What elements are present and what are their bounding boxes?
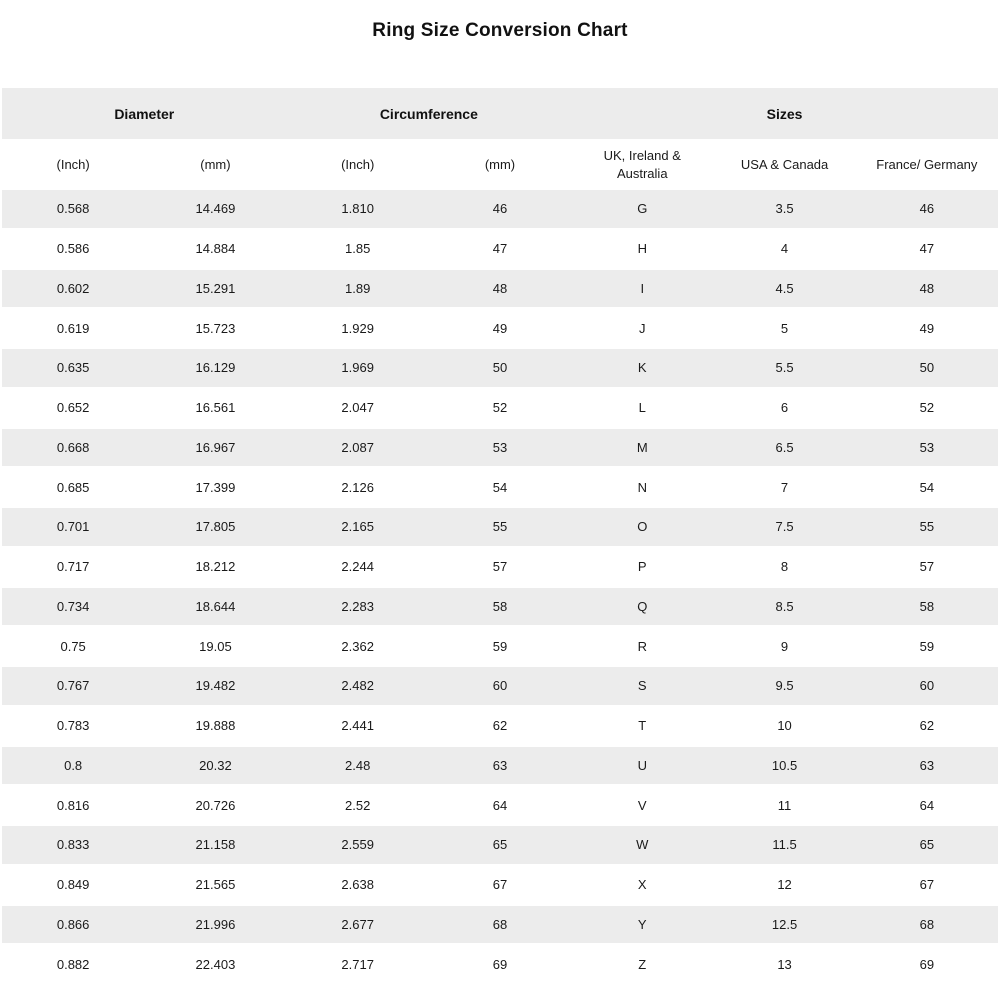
table-cell: 0.866 bbox=[2, 906, 144, 946]
table-row bbox=[2, 945, 998, 985]
column-header-usa-canada: USA & Canada bbox=[713, 139, 855, 190]
table-cell: 57 bbox=[429, 548, 571, 588]
table-cell: 17.805 bbox=[144, 508, 286, 548]
table-cell: 20.32 bbox=[144, 747, 286, 787]
table-cell: 5 bbox=[713, 309, 855, 349]
table-cell: O bbox=[571, 508, 713, 548]
table-row bbox=[2, 270, 998, 310]
table-cell: 19.888 bbox=[144, 707, 286, 747]
group-header-sizes: Sizes bbox=[571, 88, 998, 139]
table-cell: 7 bbox=[713, 468, 855, 508]
table-cell: 1.810 bbox=[287, 190, 429, 230]
table-cell: 0.8 bbox=[2, 747, 144, 787]
table-row bbox=[2, 667, 998, 707]
table-cell: P bbox=[571, 548, 713, 588]
column-header-circumference-mm: (mm) bbox=[429, 139, 571, 190]
table-cell: H bbox=[571, 230, 713, 270]
table-row bbox=[2, 389, 998, 429]
table-cell: 16.129 bbox=[144, 349, 286, 389]
table-cell: 14.469 bbox=[144, 190, 286, 230]
table-row bbox=[2, 627, 998, 667]
table-header bbox=[2, 88, 998, 190]
table-cell: 4.5 bbox=[713, 270, 855, 310]
table-cell: 52 bbox=[429, 389, 571, 429]
table-cell: 50 bbox=[429, 349, 571, 389]
table-cell: V bbox=[571, 786, 713, 826]
table-cell: 14.884 bbox=[144, 230, 286, 270]
table-cell: 5.5 bbox=[713, 349, 855, 389]
table-cell: 0.668 bbox=[2, 429, 144, 469]
table-cell: 1.969 bbox=[287, 349, 429, 389]
table-cell: 49 bbox=[856, 309, 998, 349]
table-row bbox=[2, 588, 998, 628]
table-cell: 58 bbox=[429, 588, 571, 628]
table-cell: 68 bbox=[429, 906, 571, 946]
table-cell: 11 bbox=[713, 786, 855, 826]
table-cell: 2.482 bbox=[287, 667, 429, 707]
table-cell: 11.5 bbox=[713, 826, 855, 866]
table-cell: 0.635 bbox=[2, 349, 144, 389]
table-cell: 64 bbox=[856, 786, 998, 826]
table-cell: 62 bbox=[856, 707, 998, 747]
table-cell: 65 bbox=[856, 826, 998, 866]
table-cell: 67 bbox=[856, 866, 998, 906]
table-row bbox=[2, 309, 998, 349]
table-cell: 0.685 bbox=[2, 468, 144, 508]
table-body bbox=[2, 190, 998, 985]
table-cell: 2.441 bbox=[287, 707, 429, 747]
table-cell: 69 bbox=[856, 945, 998, 985]
table-cell: W bbox=[571, 826, 713, 866]
table-cell: 19.482 bbox=[144, 667, 286, 707]
table-cell: N bbox=[571, 468, 713, 508]
table-cell: L bbox=[571, 389, 713, 429]
table-cell: 0.619 bbox=[2, 309, 144, 349]
table-cell: 0.816 bbox=[2, 786, 144, 826]
group-header-diameter: Diameter bbox=[2, 88, 287, 139]
table-cell: 59 bbox=[856, 627, 998, 667]
page-title: Ring Size Conversion Chart bbox=[372, 20, 628, 41]
table-cell: 2.52 bbox=[287, 786, 429, 826]
table-cell: 2.283 bbox=[287, 588, 429, 628]
table-cell: 6 bbox=[713, 389, 855, 429]
table-cell: 54 bbox=[856, 468, 998, 508]
table-cell: 0.849 bbox=[2, 866, 144, 906]
table-cell: 18.212 bbox=[144, 548, 286, 588]
table-cell: Y bbox=[571, 906, 713, 946]
table-cell: 2.126 bbox=[287, 468, 429, 508]
table-cell: 21.996 bbox=[144, 906, 286, 946]
table-cell: 17.399 bbox=[144, 468, 286, 508]
table-row bbox=[2, 230, 998, 270]
column-header-diameter-inch: (Inch) bbox=[2, 139, 144, 190]
table-cell: Q bbox=[571, 588, 713, 628]
table-cell: 20.726 bbox=[144, 786, 286, 826]
table-cell: 63 bbox=[856, 747, 998, 787]
table-cell: 53 bbox=[856, 429, 998, 469]
table-cell: 2.165 bbox=[287, 508, 429, 548]
table-cell: 0.717 bbox=[2, 548, 144, 588]
table-cell: 16.561 bbox=[144, 389, 286, 429]
table-cell: 2.244 bbox=[287, 548, 429, 588]
table-cell: 2.362 bbox=[287, 627, 429, 667]
table-cell: 58 bbox=[856, 588, 998, 628]
table-cell: 15.723 bbox=[144, 309, 286, 349]
table-cell: 54 bbox=[429, 468, 571, 508]
table-cell: 21.565 bbox=[144, 866, 286, 906]
table-cell: 2.717 bbox=[287, 945, 429, 985]
group-header-row bbox=[2, 88, 998, 139]
table-row bbox=[2, 548, 998, 588]
table-cell: 62 bbox=[429, 707, 571, 747]
table-cell: 13 bbox=[713, 945, 855, 985]
table-cell: 2.677 bbox=[287, 906, 429, 946]
table-cell: U bbox=[571, 747, 713, 787]
table-cell: 9 bbox=[713, 627, 855, 667]
table-cell: 60 bbox=[856, 667, 998, 707]
table-cell: 64 bbox=[429, 786, 571, 826]
table-row bbox=[2, 747, 998, 787]
table-cell: 47 bbox=[429, 230, 571, 270]
table-row bbox=[2, 707, 998, 747]
table-cell: 0.882 bbox=[2, 945, 144, 985]
table-cell: 19.05 bbox=[144, 627, 286, 667]
table-cell: 2.559 bbox=[287, 826, 429, 866]
table-cell: 47 bbox=[856, 230, 998, 270]
table-cell: 2.047 bbox=[287, 389, 429, 429]
table-row bbox=[2, 349, 998, 389]
table-row bbox=[2, 190, 998, 230]
table-cell: 0.586 bbox=[2, 230, 144, 270]
table-cell: G bbox=[571, 190, 713, 230]
table-cell: 65 bbox=[429, 826, 571, 866]
table-cell: 15.291 bbox=[144, 270, 286, 310]
table-cell: 68 bbox=[856, 906, 998, 946]
table-cell: 67 bbox=[429, 866, 571, 906]
table-cell: S bbox=[571, 667, 713, 707]
table-row bbox=[2, 468, 998, 508]
table-cell: 53 bbox=[429, 429, 571, 469]
table-row bbox=[2, 508, 998, 548]
table-cell: 2.087 bbox=[287, 429, 429, 469]
table-cell: J bbox=[571, 309, 713, 349]
table-cell: 10.5 bbox=[713, 747, 855, 787]
table-cell: 16.967 bbox=[144, 429, 286, 469]
table-cell: 4 bbox=[713, 230, 855, 270]
table-cell: 50 bbox=[856, 349, 998, 389]
table-cell: 0.701 bbox=[2, 508, 144, 548]
table-cell: 2.48 bbox=[287, 747, 429, 787]
table-row bbox=[2, 826, 998, 866]
table-cell: 0.602 bbox=[2, 270, 144, 310]
table-cell: 1.89 bbox=[287, 270, 429, 310]
table-row bbox=[2, 786, 998, 826]
table-cell: 12 bbox=[713, 866, 855, 906]
table-cell: 46 bbox=[856, 190, 998, 230]
table-cell: T bbox=[571, 707, 713, 747]
column-header-diameter-mm: (mm) bbox=[144, 139, 286, 190]
table-cell: 7.5 bbox=[713, 508, 855, 548]
table-cell: 55 bbox=[856, 508, 998, 548]
table-cell: 18.644 bbox=[144, 588, 286, 628]
group-header-circumference: Circumference bbox=[287, 88, 572, 139]
table-cell: 69 bbox=[429, 945, 571, 985]
table-cell: 1.929 bbox=[287, 309, 429, 349]
table-cell: 10 bbox=[713, 707, 855, 747]
table-cell: 1.85 bbox=[287, 230, 429, 270]
table-cell: K bbox=[571, 349, 713, 389]
table-cell: 0.734 bbox=[2, 588, 144, 628]
table-cell: 48 bbox=[856, 270, 998, 310]
table-cell: 63 bbox=[429, 747, 571, 787]
table-cell: 22.403 bbox=[144, 945, 286, 985]
table-cell: X bbox=[571, 866, 713, 906]
table-row bbox=[2, 866, 998, 906]
table-cell: 48 bbox=[429, 270, 571, 310]
table-cell: 0.75 bbox=[2, 627, 144, 667]
table-cell: 0.783 bbox=[2, 707, 144, 747]
table-row bbox=[2, 906, 998, 946]
table-cell: 52 bbox=[856, 389, 998, 429]
table-cell: 9.5 bbox=[713, 667, 855, 707]
table-cell: 0.767 bbox=[2, 667, 144, 707]
table-cell: 49 bbox=[429, 309, 571, 349]
column-header-france-germany: France/ Germany bbox=[856, 139, 998, 190]
table-cell: 8.5 bbox=[713, 588, 855, 628]
table-cell: 0.652 bbox=[2, 389, 144, 429]
table-cell: I bbox=[571, 270, 713, 310]
table-cell: 57 bbox=[856, 548, 998, 588]
table-cell: 0.568 bbox=[2, 190, 144, 230]
column-header-uk-ireland-australia-label: UK, Ireland & Australia bbox=[603, 147, 681, 181]
table-cell: 55 bbox=[429, 508, 571, 548]
table-cell: R bbox=[571, 627, 713, 667]
table-cell: Z bbox=[571, 945, 713, 985]
table-row bbox=[2, 429, 998, 469]
column-header-circumference-inch: (Inch) bbox=[287, 139, 429, 190]
table-cell: 59 bbox=[429, 627, 571, 667]
ring-size-table bbox=[2, 88, 998, 985]
table-cell: 21.158 bbox=[144, 826, 286, 866]
table-cell: M bbox=[571, 429, 713, 469]
table-cell: 60 bbox=[429, 667, 571, 707]
table-cell: 8 bbox=[713, 548, 855, 588]
table-cell: 3.5 bbox=[713, 190, 855, 230]
table-cell: 2.638 bbox=[287, 866, 429, 906]
table-cell: 46 bbox=[429, 190, 571, 230]
column-header-row bbox=[2, 139, 998, 190]
table-cell: 6.5 bbox=[713, 429, 855, 469]
column-header-uk-ireland-australia bbox=[571, 139, 713, 190]
table-cell: 12.5 bbox=[713, 906, 855, 946]
table-cell: 0.833 bbox=[2, 826, 144, 866]
